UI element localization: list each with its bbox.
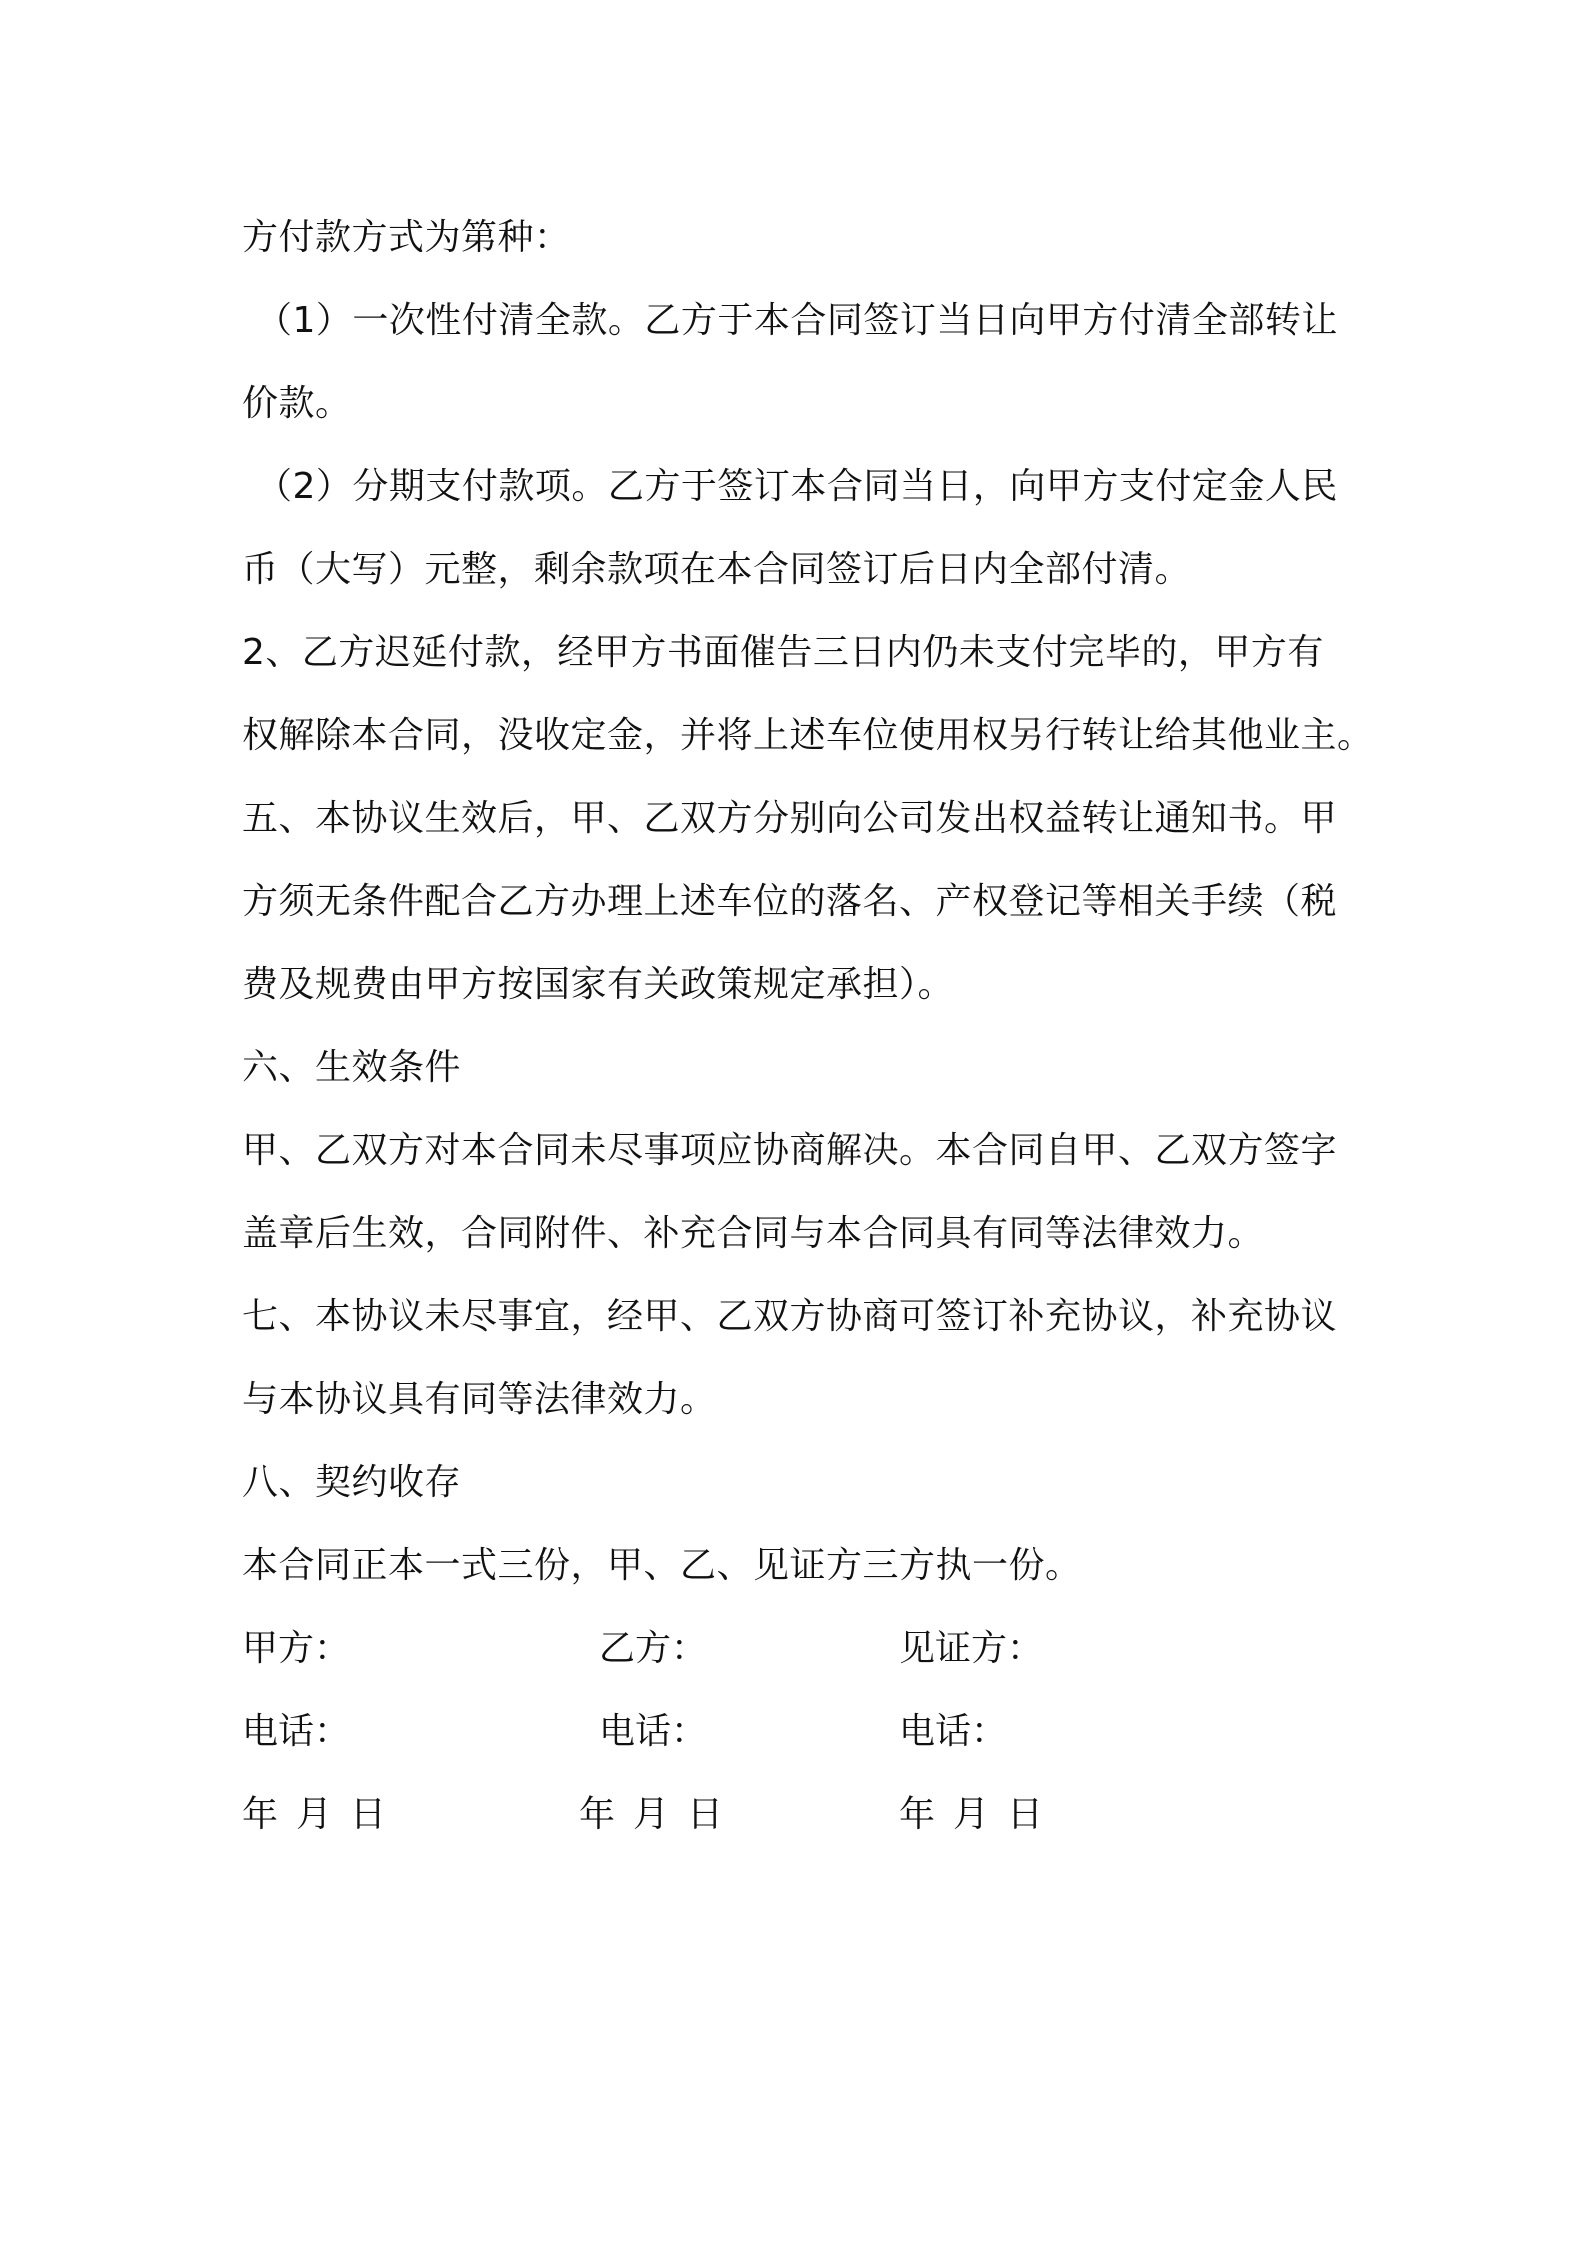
witness-label: 见证方： — [899, 1628, 1044, 1669]
section-eight-heading: 八、契约收存 — [242, 1462, 462, 1503]
section-eight-body: 本合同正本一式三份，甲、乙、见证方三方执一份。 — [242, 1545, 1082, 1586]
clause-late-payment: 2、乙方迟延付款，经甲方书面催告三日内仍未支付完毕的，甲方有 — [242, 632, 1324, 673]
day-label: 日 — [1007, 1794, 1044, 1835]
party-b-date — [579, 1773, 741, 1856]
section-six-body: 甲、乙双方对本合同未尽事项应协商解决。本合同自甲、乙双方签字 — [242, 1130, 1338, 1171]
clause-late-payment-cont: 权解除本合同，没收定金，并将上述车位使用权另行转让给其他业主。 — [242, 715, 1374, 756]
party-b-phone-label: 电话： — [599, 1711, 708, 1752]
section-seven-cont: 与本协议具有同等法律效力。 — [242, 1379, 717, 1420]
month-label: 月 — [296, 1794, 333, 1835]
month-label: 月 — [953, 1794, 990, 1835]
signature-party-row — [242, 1607, 1357, 1690]
payment-option-1: （1）一次性付清全款。乙方于本合同签订当日向甲方付清全部转让 — [256, 300, 1338, 341]
payment-option-1-cont: 价款。 — [242, 383, 352, 424]
party-b-label: 乙方： — [599, 1628, 708, 1669]
party-a-phone-label: 电话： — [242, 1711, 351, 1752]
payment-option-2-cont: 币（大写）元整，剩余款项在本合同签订后日内全部付清。 — [242, 549, 1192, 590]
year-label: 年 — [579, 1794, 616, 1835]
section-five-cont-1: 方须无条件配合乙方办理上述车位的落名、产权登记等相关手续（税 — [242, 881, 1338, 922]
witness-phone-label: 电话： — [899, 1711, 1008, 1752]
signature-date-row — [242, 1773, 1357, 1856]
section-five: 五、本协议生效后，甲、乙双方分别向公司发出权益转让通知书。甲 — [242, 798, 1338, 839]
party-a-date — [242, 1773, 404, 1856]
section-six-heading: 六、生效条件 — [242, 1047, 462, 1088]
payment-method-line: 方付款方式为第种： — [242, 217, 571, 258]
signature-phone-row — [242, 1690, 1357, 1773]
day-label: 日 — [687, 1794, 724, 1835]
year-label: 年 — [899, 1794, 936, 1835]
day-label: 日 — [350, 1794, 387, 1835]
party-a-label: 甲方： — [242, 1628, 351, 1669]
witness-date — [899, 1773, 1061, 1856]
payment-option-2: （2）分期支付款项。乙方于签订本合同当日，向甲方支付定金人民 — [256, 466, 1338, 507]
section-seven: 七、本协议未尽事宜，经甲、乙双方协商可签订补充协议，补充协议 — [242, 1296, 1338, 1337]
section-five-cont-2: 费及规费由甲方按国家有关政策规定承担）。 — [242, 964, 955, 1005]
month-label: 月 — [633, 1794, 670, 1835]
year-label: 年 — [242, 1794, 279, 1835]
contract-body — [242, 196, 1374, 1856]
section-six-body-cont: 盖章后生效，合同附件、补充合同与本合同具有同等法律效力。 — [242, 1213, 1265, 1254]
